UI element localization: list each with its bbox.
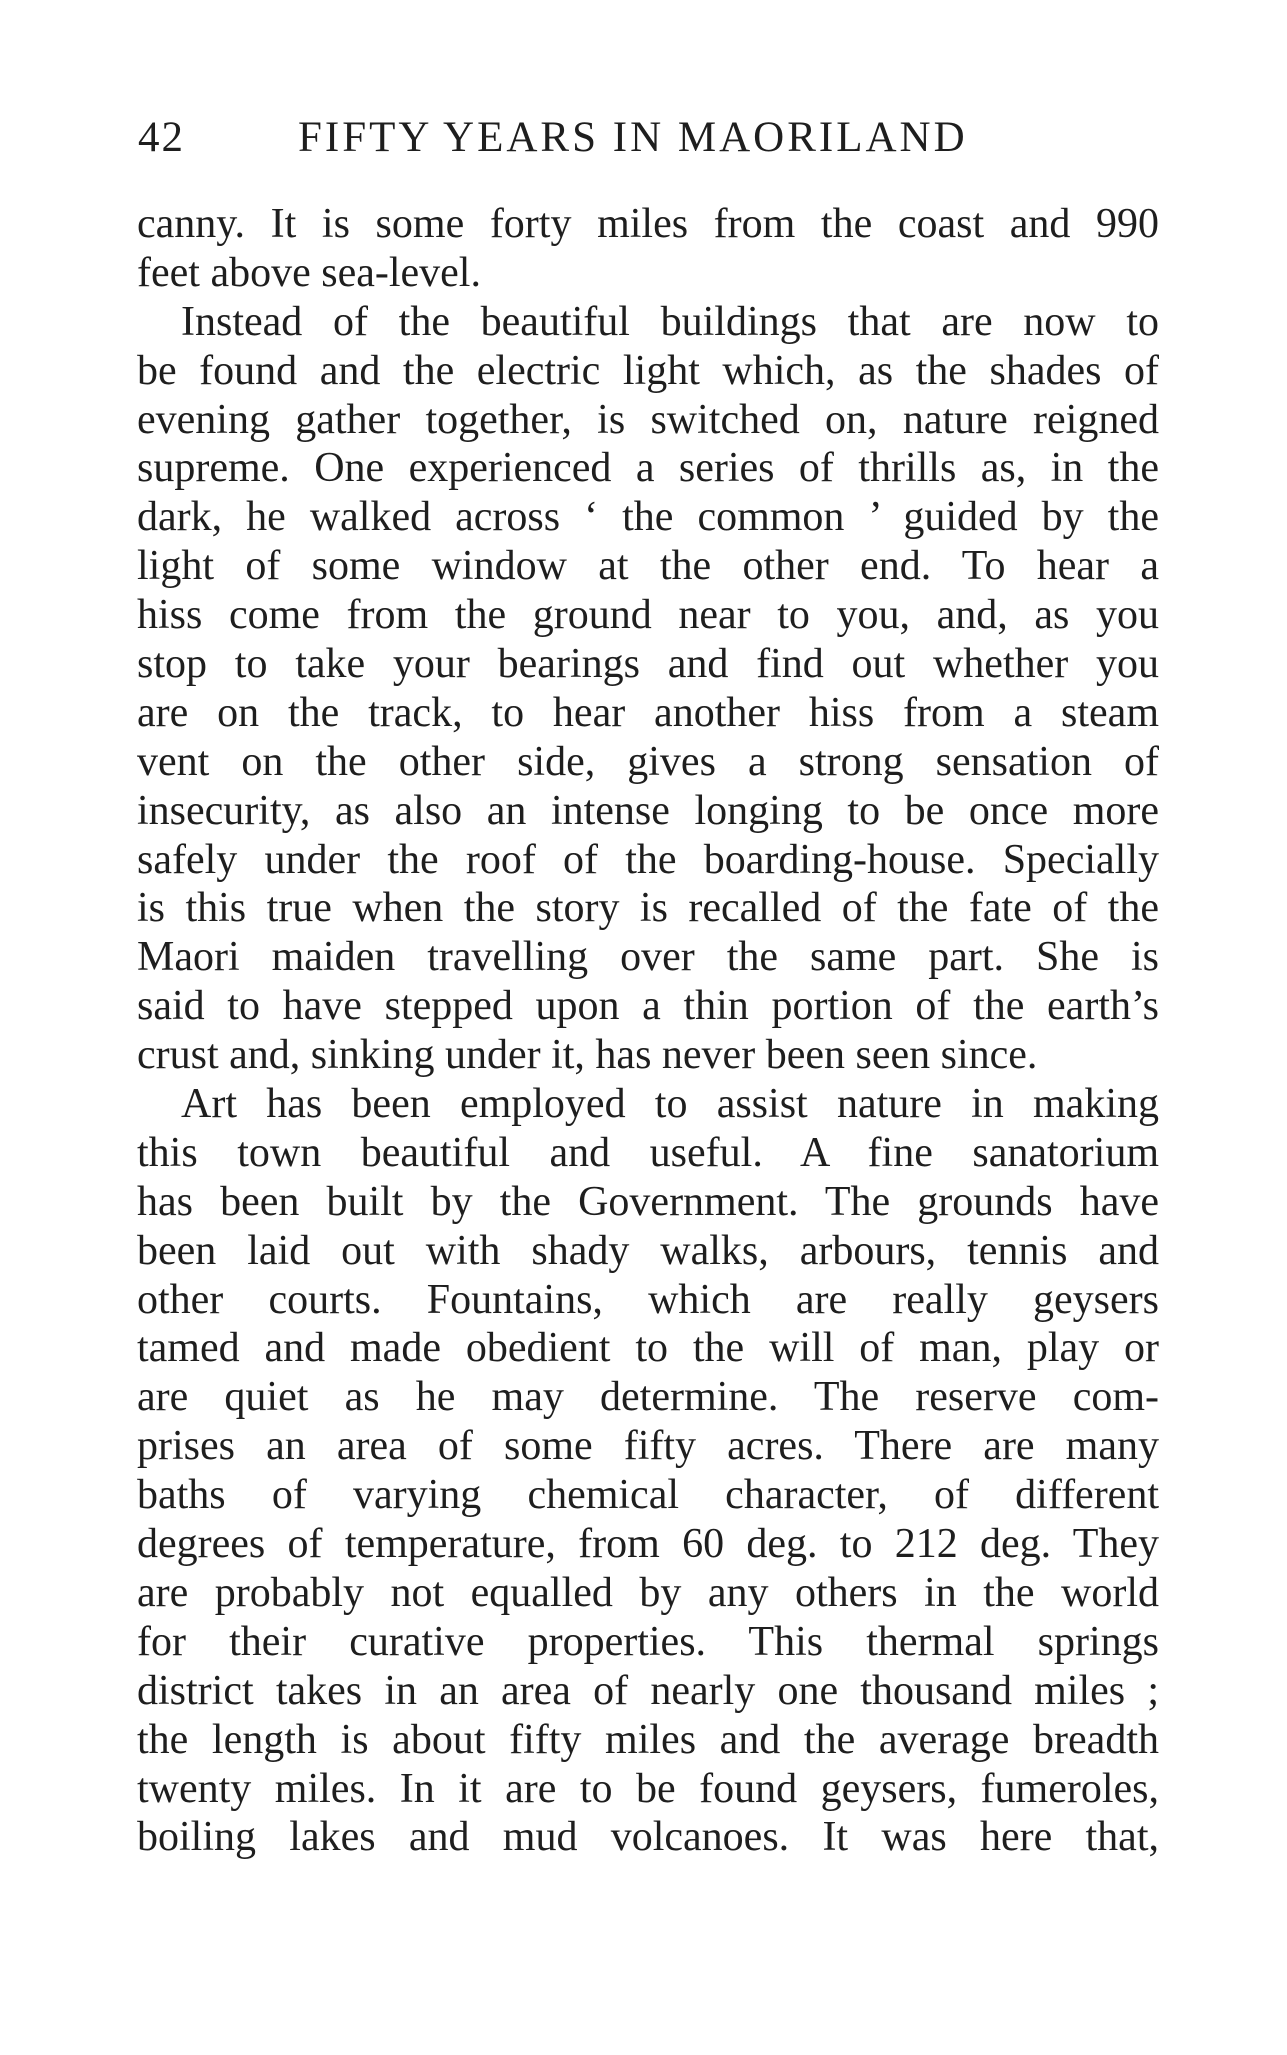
text-line: canny. It is some forty miles from the coast and 990 [137, 201, 1159, 247]
text-line: tamed and made obedient to the will of man, play or [137, 1325, 1159, 1372]
running-title: FIFTY YEARS IN MAORILAND [298, 114, 968, 161]
text-line: dark, he walked across ‘ the common ’ guided by the [137, 494, 1159, 541]
running-head [138, 108, 1160, 168]
text-line: Maori maiden travelling over the same part. She is [137, 934, 1159, 981]
paragraph-first-line: Art has been employed to assist nature in making [181, 1081, 1159, 1128]
text-line: for their curative properties. This thermal springs [137, 1618, 1159, 1665]
body-text [137, 200, 1159, 1862]
text-line: has been built by the Government. The grounds have [137, 1178, 1159, 1225]
text-line: vent on the other side, gives a strong sensation of [137, 738, 1159, 785]
text-line: been laid out with shady walks, arbours, tennis and [137, 1227, 1159, 1274]
text-line: other courts. Fountains, which are really geysers [137, 1276, 1159, 1323]
paragraph-first-line: Instead of the beautiful buildings that are now to [181, 298, 1159, 345]
text-line: hiss come from the ground near to you, and, as you [137, 592, 1159, 639]
text-line: this town beautiful and useful. A fine sanatorium [137, 1129, 1159, 1176]
text-line: stop to take your bearings and find out whether you [137, 641, 1159, 688]
text-line: said to have stepped upon a thin portion of the earth’s [137, 983, 1159, 1030]
text-line: evening gather together, is switched on, nature reigned [137, 396, 1159, 443]
text-line: degrees of temperature, from 60 deg. to 212 deg. They [137, 1521, 1159, 1568]
text-line: boiling lakes and mud volcanoes. It was here that, [137, 1814, 1159, 1861]
text-line: feet above sea-level. [137, 249, 481, 296]
text-line: prises an area of some fifty acres. There are many [137, 1423, 1159, 1470]
text-line: insecurity, as also an intense longing to be once more [137, 787, 1159, 834]
text-line: the length is about fifty miles and the average breadth [137, 1716, 1159, 1763]
text-line: baths of varying chemical character, of different [137, 1472, 1159, 1519]
text-line: twenty miles. In it are to be found geysers, fumeroles, [137, 1765, 1159, 1812]
page-number: 42 [138, 114, 185, 161]
text-line: crust and, sinking under it, has never been seen since. [137, 1032, 1038, 1079]
text-line: supreme. One experienced a series of thrills as, in the [137, 445, 1159, 492]
text-line: are quiet as he may determine. The reserve com- [137, 1374, 1159, 1421]
text-line: safely under the roof of the boarding-house. Specially [137, 836, 1159, 883]
text-line: district takes in an area of nearly one thousand miles ; [137, 1667, 1159, 1714]
text-line: are probably not equalled by any others in the world [137, 1569, 1159, 1616]
text-line: is this true when the story is recalled of the fate of the [137, 885, 1159, 932]
text-line: be found and the electric light which, as the shades of [137, 347, 1159, 394]
text-line: light of some window at the other end. To hear a [137, 543, 1159, 590]
text-line: are on the track, to hear another hiss from a steam [137, 689, 1159, 736]
